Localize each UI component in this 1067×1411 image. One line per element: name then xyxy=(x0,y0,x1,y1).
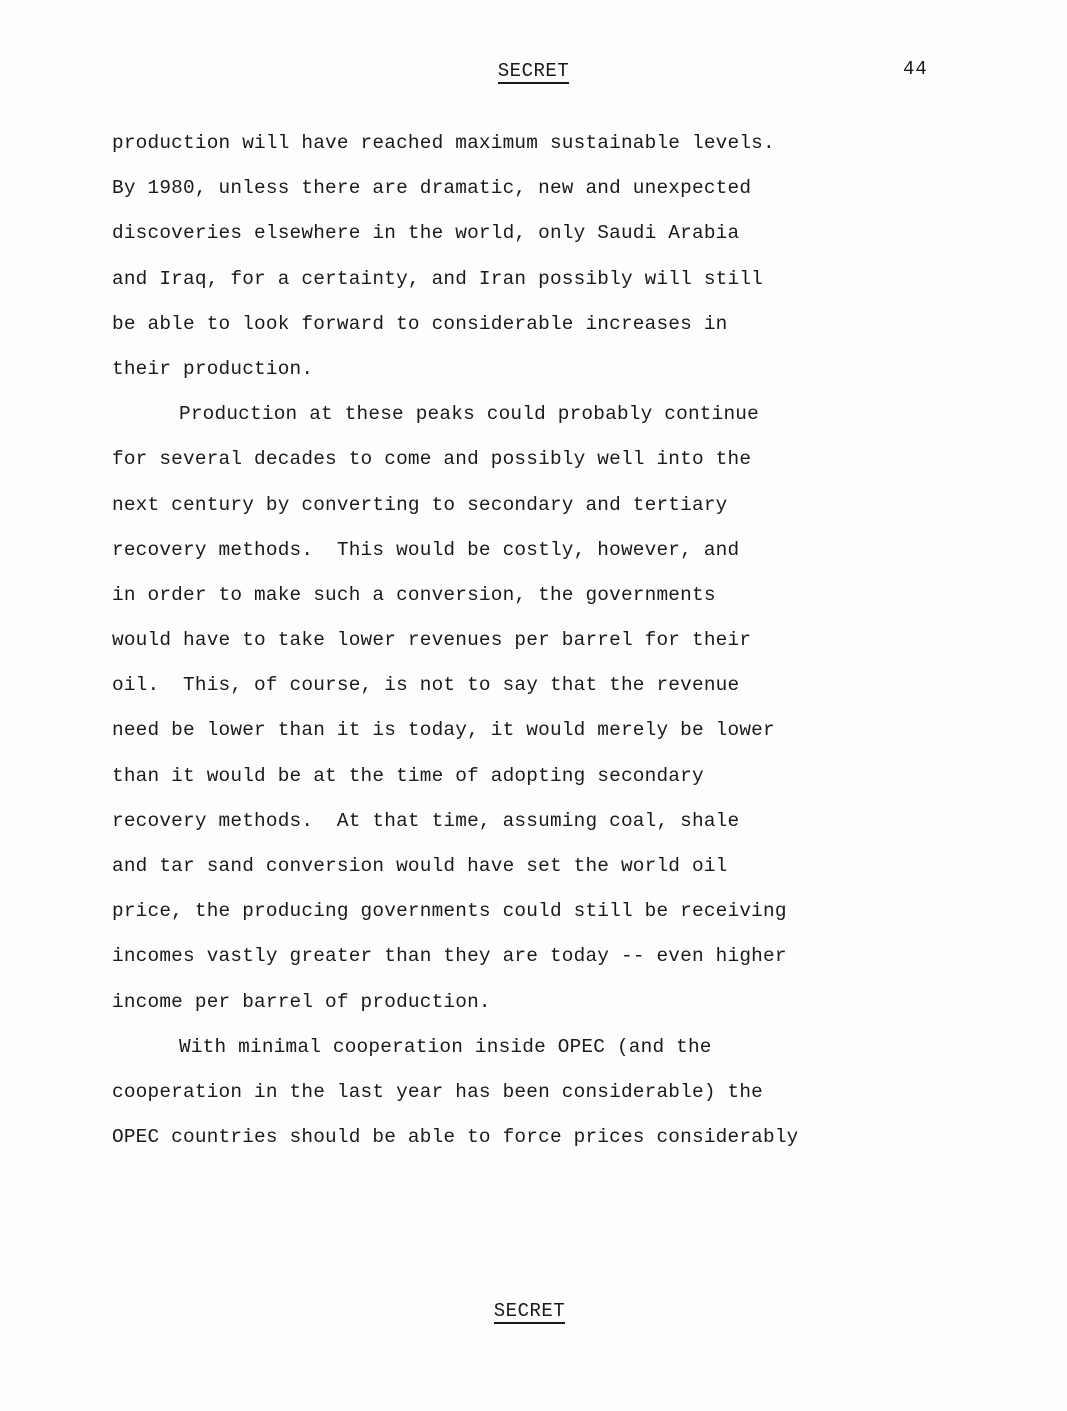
text-line: cooperation in the last year has been considerable) the xyxy=(112,1080,763,1103)
text-line: price, the producing governments could still be receiving xyxy=(112,900,787,923)
text-line: recovery methods. At that time, assuming coal, shale xyxy=(112,809,740,832)
text-line: By 1980, unless there are dramatic, new and unexpected xyxy=(112,177,752,200)
header-classification-text: SECRET xyxy=(497,60,570,82)
text-line: in order to make such a conversion, the governments xyxy=(112,583,716,606)
footer-classification-text: SECRET xyxy=(493,1300,566,1322)
text-line: discoveries elsewhere in the world, only Saudi Arabia xyxy=(112,222,740,245)
text-line: for several decades to come and possibly well into the xyxy=(112,448,752,471)
text-line: OPEC countries should be able to force prices considerably xyxy=(112,1126,799,1149)
text-line: and tar sand conversion would have set the world oil xyxy=(112,855,728,877)
text-line: oil. This, of course, is not to say that the revenue xyxy=(112,674,740,697)
text-line: would have to take lower revenues per barrel for their xyxy=(112,629,752,652)
text-line: than it would be at the time of adopting secondary xyxy=(112,764,704,787)
footer-classification-marking xyxy=(0,1300,1063,1324)
text-line: next century by converting to secondary and tertiary xyxy=(112,493,728,516)
text-line: With minimal cooperation inside OPEC (and the xyxy=(179,1035,712,1058)
text-line: be able to look forward to considerable increases in xyxy=(112,312,728,335)
text-line: production will have reached maximum sustainable levels. xyxy=(112,132,775,154)
text-line: need be lower than it is today, it would merely be lower xyxy=(112,719,775,742)
text-line: their production. xyxy=(112,357,314,380)
text-line: Production at these peaks could probably continue xyxy=(179,403,759,426)
text-line: and Iraq, for a certainty, and Iran possibly will still xyxy=(112,267,763,290)
text-line: incomes vastly greater than they are today -- even higher xyxy=(112,945,787,968)
page-number: 44 xyxy=(903,58,928,80)
document-body xyxy=(112,121,922,1160)
text-line: income per barrel of production. xyxy=(112,990,491,1013)
text-line: recovery methods. This would be costly, however, and xyxy=(112,538,740,561)
